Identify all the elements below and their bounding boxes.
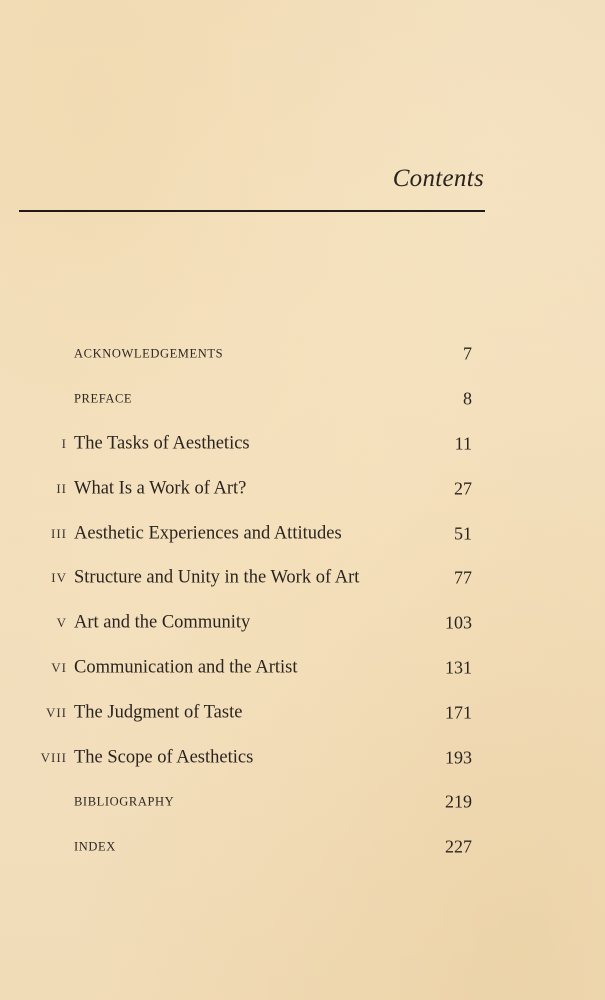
toc-entry xyxy=(0,601,605,646)
chapter-numeral: VI xyxy=(51,659,67,675)
entry-title: INDEX xyxy=(74,839,116,854)
entry-page-number: 171 xyxy=(445,702,472,723)
toc-entry xyxy=(0,556,605,601)
entry-title: The Judgment of Taste xyxy=(74,702,243,723)
entry-title: Structure and Unity in the Work of Art xyxy=(74,567,360,588)
chapter-numeral: VIII xyxy=(40,749,67,765)
entry-page-number: 8 xyxy=(463,388,472,409)
toc-entry xyxy=(0,511,605,556)
chapter-numeral: VII xyxy=(45,704,67,720)
toc-entry xyxy=(0,332,605,377)
toc-entry xyxy=(0,377,605,422)
chapter-numeral: V xyxy=(56,615,67,631)
contents-heading: Contents xyxy=(392,165,484,192)
entry-page-number: 193 xyxy=(445,747,472,768)
entry-page-number: 51 xyxy=(454,523,472,544)
toc-entry xyxy=(0,735,605,780)
entry-page-number: 219 xyxy=(445,791,472,812)
toc-entry xyxy=(0,646,605,691)
entry-page-number: 227 xyxy=(445,836,472,857)
entry-title: The Scope of Aesthetics xyxy=(74,747,254,768)
chapter-numeral: I xyxy=(61,435,67,451)
heading-rule xyxy=(19,210,485,212)
toc-entry xyxy=(0,690,605,735)
entry-page-number: 77 xyxy=(454,567,472,588)
entry-title: BIBLIOGRAPHY xyxy=(74,794,175,809)
entry-title: What Is a Work of Art? xyxy=(74,478,247,499)
chapter-numeral: II xyxy=(56,480,67,496)
entry-title: Art and the Community xyxy=(74,612,251,633)
entry-page-number: 27 xyxy=(454,478,472,499)
toc-entry xyxy=(0,466,605,511)
entry-page-number: 131 xyxy=(445,657,472,678)
entry-title: ACKNOWLEDGEMENTS xyxy=(74,346,224,361)
table-of-contents xyxy=(0,332,605,870)
entry-page-number: 11 xyxy=(454,433,472,454)
entry-title: Aesthetic Experiences and Attitudes xyxy=(74,523,342,544)
entry-title: Communication and the Artist xyxy=(74,657,298,678)
entry-page-number: 7 xyxy=(463,343,472,364)
entry-page-number: 103 xyxy=(445,612,472,633)
entry-title: The Tasks of Aesthetics xyxy=(74,433,250,454)
toc-entry xyxy=(0,825,605,870)
chapter-numeral: III xyxy=(51,525,67,541)
entry-title: PREFACE xyxy=(74,391,133,406)
chapter-numeral: IV xyxy=(51,570,67,586)
toc-entry xyxy=(0,780,605,825)
toc-entry xyxy=(0,422,605,467)
